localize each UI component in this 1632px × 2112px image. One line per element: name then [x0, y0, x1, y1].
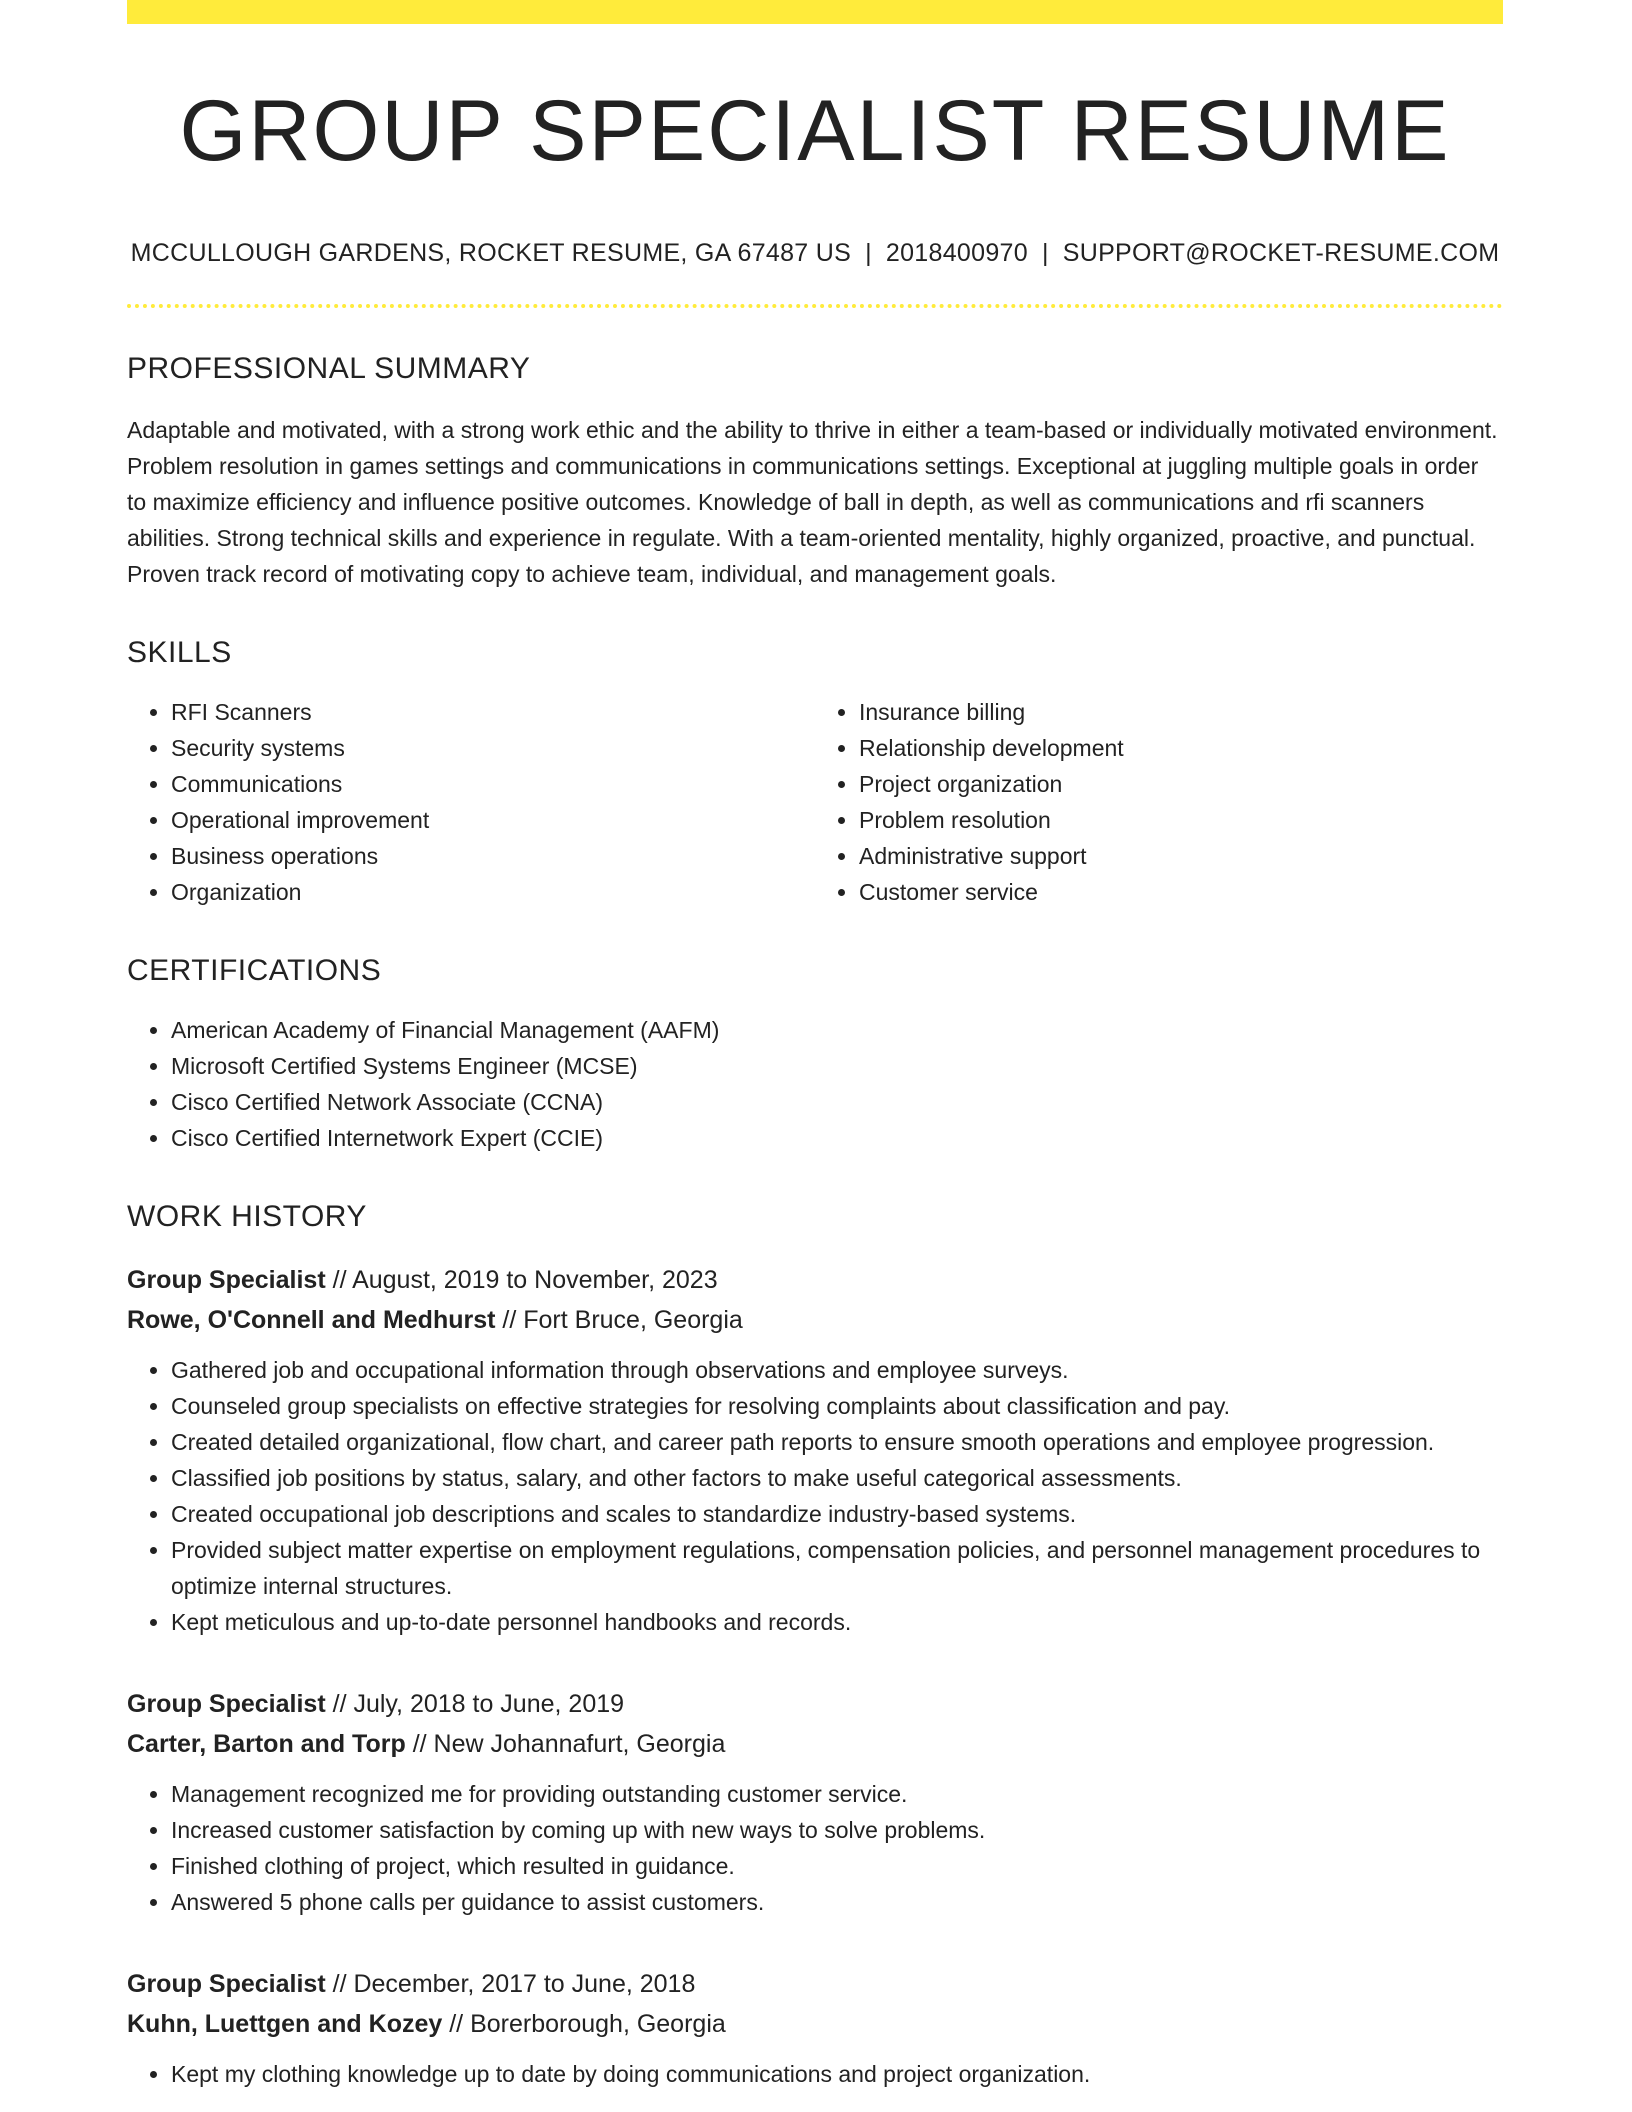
- skills-heading: SKILLS: [127, 635, 232, 669]
- skill-item: • Organization: [171, 874, 815, 910]
- job-bullet: • Management recognized me for providing outstanding customer service.: [171, 1776, 1503, 1812]
- job-company: Rowe, O'Connell and Medhurst: [127, 1305, 496, 1334]
- job-bullets: [127, 2056, 1503, 2092]
- contact-address: MCCULLOUGH GARDENS, ROCKET RESUME, GA 67487 US: [130, 238, 852, 267]
- job-bullet: • Answered 5 phone calls per guidance to assist customers.: [171, 1884, 1503, 1920]
- job-title: Group Specialist: [127, 1969, 326, 1998]
- skills-list-right: [815, 694, 1503, 910]
- job-title-line: [127, 1260, 1503, 1300]
- job-bullet: • Provided subject matter expertise on employment regulations, compensation policies, and personnel management procedures to optimize internal structures.: [171, 1532, 1503, 1604]
- skill-item: • Project organization: [859, 766, 1503, 802]
- certifications-heading: CERTIFICATIONS: [127, 953, 382, 987]
- skill-item: • Business operations: [171, 838, 815, 874]
- contact-phone: 2018400970: [885, 238, 1028, 267]
- job-dates: // July, 2018 to June, 2019: [325, 1689, 625, 1718]
- job-bullet: • Kept my clothing knowledge up to date by doing communications and project organization.: [171, 2056, 1503, 2092]
- job-dates: // August, 2019 to November, 2023: [325, 1265, 718, 1294]
- summary-heading: PROFESSIONAL SUMMARY: [127, 351, 531, 385]
- job-title: Group Specialist: [127, 1265, 326, 1294]
- certification-item: • American Academy of Financial Management (AAFM): [171, 1012, 1503, 1048]
- job-bullet: • Kept meticulous and up-to-date personnel handbooks and records.: [171, 1604, 1503, 1640]
- skills-list-left: [127, 694, 815, 910]
- job-company-line: [127, 1724, 1503, 1764]
- job-title-line: [127, 1964, 1503, 2004]
- skill-item: • Communications: [171, 766, 815, 802]
- job-company-line: [127, 1300, 1503, 1340]
- job-bullets: [127, 1352, 1503, 1640]
- job-company: Kuhn, Luettgen and Kozey: [127, 2009, 443, 2038]
- job-title-line: [127, 1684, 1503, 1724]
- skill-item: • Relationship development: [859, 730, 1503, 766]
- skill-item: • Administrative support: [859, 838, 1503, 874]
- job-bullet: • Counseled group specialists on effective strategies for resolving complaints about classification and pay.: [171, 1388, 1503, 1424]
- certification-item: • Microsoft Certified Systems Engineer (MCSE): [171, 1048, 1503, 1084]
- job-bullet: • Created detailed organizational, flow chart, and career path reports to ensure smooth operations and employee progression.: [171, 1424, 1503, 1460]
- job-dates: // December, 2017 to June, 2018: [325, 1969, 696, 1998]
- certification-item: • Cisco Certified Internetwork Expert (CCIE): [171, 1120, 1503, 1156]
- certification-item: • Cisco Certified Network Associate (CCNA): [171, 1084, 1503, 1120]
- job-company: Carter, Barton and Torp: [127, 1729, 406, 1758]
- skill-item: • Insurance billing: [859, 694, 1503, 730]
- accent-bar: [127, 0, 1503, 24]
- contact-email: SUPPORT@ROCKET-RESUME.COM: [1062, 238, 1500, 267]
- job-entry: [127, 1260, 1503, 1640]
- dotted-divider: [127, 304, 1503, 308]
- skill-item: • Problem resolution: [859, 802, 1503, 838]
- work-history-heading: WORK HISTORY: [127, 1199, 367, 1233]
- skill-item: • Customer service: [859, 874, 1503, 910]
- job-entry: [127, 1684, 1503, 1920]
- job-bullet: • Classified job positions by status, salary, and other factors to make useful categorical assessments.: [171, 1460, 1503, 1496]
- contact-separator: |: [1041, 238, 1049, 267]
- job-company-line: [127, 2004, 1503, 2044]
- job-bullet: • Finished clothing of project, which resulted in guidance.: [171, 1848, 1503, 1884]
- job-bullet: • Increased customer satisfaction by coming up with new ways to solve problems.: [171, 1812, 1503, 1848]
- job-entry: [127, 1964, 1503, 2092]
- contact-separator: |: [865, 238, 872, 267]
- skill-item: • Operational improvement: [171, 802, 815, 838]
- job-bullets: [127, 1776, 1503, 1920]
- certifications-list: [127, 1012, 1503, 1156]
- job-title: Group Specialist: [127, 1689, 326, 1718]
- summary-text: Adaptable and motivated, with a strong work ethic and the ability to thrive in either a team-based or individually motivated environment. Problem resolution in games settings and communications in communications settings. Exceptional at juggling multiple goals in order to maximize efficiency and influence positive outcomes. Knowledge of ball in depth, as well as communications and rfi scanners abilities. Strong technical skills and experience in regulate. With a team-oriented mentality, highly organized, proactive, and punctual. Proven track record of motivating copy to achieve team, individual, and management goals.: [127, 416, 1498, 587]
- skill-item: • Security systems: [171, 730, 815, 766]
- resume-title: GROUP SPECIALIST RESUME: [179, 83, 1451, 179]
- contact-line: [127, 239, 1503, 268]
- job-bullet: • Created occupational job descriptions and scales to standardize industry-based systems.: [171, 1496, 1503, 1532]
- job-location: // Borerborough, Georgia: [442, 2009, 726, 2038]
- resume-content: [127, 24, 1503, 2092]
- skill-item: • RFI Scanners: [171, 694, 815, 730]
- job-location: // Fort Bruce, Georgia: [495, 1305, 743, 1334]
- job-location: // New Johannafurt, Georgia: [405, 1729, 726, 1758]
- skills-grid: [127, 694, 1503, 910]
- job-bullet: • Gathered job and occupational information through observations and employee surveys.: [171, 1352, 1503, 1388]
